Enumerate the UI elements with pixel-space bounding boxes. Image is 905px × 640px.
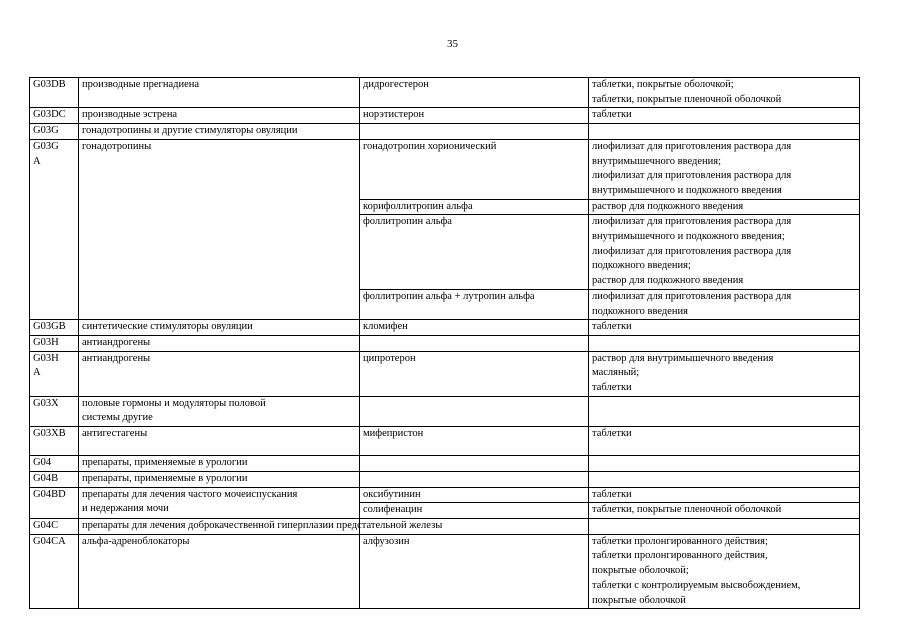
drug-name-cell: фоллитропин альфа + лутропин альфа [360, 289, 589, 319]
dosage-form-line: покрытые оболочкой [592, 594, 686, 606]
drug-classification-table [29, 77, 860, 609]
page-number: 35 [447, 38, 458, 50]
drug-name-cell: фоллитропин альфа [360, 215, 589, 290]
group-name-line: препараты для лечения частого мочеиспускания [82, 488, 298, 500]
group-name-line: половые гормоны и модуляторы половой [82, 397, 266, 409]
dosage-form-line: таблетки, покрытые пленочной оболочкой [592, 93, 782, 105]
dosage-form-cell [589, 518, 860, 534]
atc-code-cell: G04CA [30, 534, 79, 609]
atc-code-cell: G03GB [30, 320, 79, 336]
table-row [30, 335, 860, 351]
dosage-form-cell: таблетки [589, 487, 860, 503]
dosage-form-cell [589, 351, 860, 396]
drug-name-cell: алфузозин [360, 534, 589, 609]
dosage-form-line: подкожного введения; [592, 260, 691, 272]
dosage-form-line: таблетки, покрытые оболочкой; [592, 79, 734, 90]
atc-code-cell: G04BD [30, 487, 79, 518]
drug-name-cell: мифепристон [360, 427, 589, 456]
atc-code-line: G03H [33, 352, 59, 364]
group-name-cell: гонадотропины и другие стимуляторы овуляции [79, 124, 360, 140]
group-name-cell: антиандрогены [79, 351, 360, 396]
dosage-form-line: лиофилизат для приготовления раствора для [592, 140, 792, 152]
atc-code-cell: G04B [30, 471, 79, 487]
dosage-form-cell [589, 335, 860, 351]
group-name-cell: препараты, применяемые в урологии [79, 471, 360, 487]
dosage-form-cell [589, 139, 860, 199]
dosage-form-line: внутримышечного и подкожного введения; [592, 231, 785, 243]
dosage-form-line: таблетки пролонгированного действия, [592, 550, 768, 562]
table-row [30, 124, 860, 140]
table-row [30, 456, 860, 472]
dosage-form-cell [589, 289, 860, 319]
dosage-form-line: подкожного введения [592, 305, 688, 317]
group-name-cell: препараты, применяемые в урологии [79, 456, 360, 472]
table-row [30, 78, 860, 108]
atc-code-cell: G03DC [30, 108, 79, 124]
dosage-form-cell: раствор для подкожного введения [589, 199, 860, 215]
drug-name-cell: оксибутинин [360, 487, 589, 503]
drug-name-cell [360, 456, 589, 472]
drug-name-cell: кломифен [360, 320, 589, 336]
dosage-form-cell [589, 215, 860, 290]
dosage-form-line: таблетки с контролируемым высвобождением, [592, 579, 801, 591]
atc-code-cell: G04 [30, 456, 79, 472]
dosage-form-cell [589, 534, 860, 609]
table-row [30, 396, 860, 426]
atc-code-cell: G03X [30, 396, 79, 426]
dosage-form-cell [589, 78, 860, 108]
table-row [30, 351, 860, 396]
dosage-form-cell: таблетки [589, 108, 860, 124]
dosage-form-cell [589, 396, 860, 426]
dosage-form-cell [589, 471, 860, 487]
group-name-cell: альфа-адреноблокаторы [79, 534, 360, 609]
drug-name-cell: корифоллитропин альфа [360, 199, 589, 215]
atc-code-cell: G04C [30, 518, 79, 534]
atc-code-line: A [33, 367, 41, 379]
drug-name-cell: солифенацин [360, 503, 589, 519]
drug-name-cell: ципротерон [360, 351, 589, 396]
group-name-cell: синтетические стимуляторы овуляции [79, 320, 360, 336]
table-row [30, 534, 860, 609]
atc-code-line: G03G [33, 140, 59, 152]
atc-code-cell [30, 139, 79, 319]
group-name-cell: антиандрогены [79, 335, 360, 351]
dosage-form-line: внутримышечного и подкожного введения [592, 184, 782, 196]
group-name-cell: гонадотропины [79, 139, 360, 319]
dosage-form-cell: таблетки [589, 427, 860, 456]
group-name-cell [79, 487, 360, 518]
dosage-form-line: лиофилизат для приготовления раствора для [592, 245, 792, 257]
dosage-form-line: раствор для внутримышечного введения [592, 352, 774, 364]
table-row [30, 518, 860, 534]
drug-name-cell: дидрогестерон [360, 78, 589, 108]
atc-code-cell: G03DB [30, 78, 79, 108]
dosage-form-cell [589, 456, 860, 472]
dosage-form-line: лиофилизат для приготовления раствора для [592, 216, 792, 228]
atc-code-cell: G03G [30, 124, 79, 140]
dosage-form-cell: таблетки [589, 320, 860, 336]
group-name-cell [79, 396, 360, 426]
dosage-form-cell [589, 124, 860, 140]
table-row [30, 320, 860, 336]
drug-name-cell [360, 471, 589, 487]
dosage-form-line: масляный; [592, 367, 640, 379]
group-name-line: системы другие [82, 412, 153, 424]
group-name-cell: препараты для лечения доброкачественной гиперплазии предстательной железы [79, 518, 360, 534]
dosage-form-line: лиофилизат для приготовления раствора для [592, 290, 792, 302]
atc-code-cell: G03XB [30, 427, 79, 456]
table-row [30, 471, 860, 487]
dosage-form-line: лиофилизат для приготовления раствора для [592, 170, 792, 182]
drug-name-cell: гонадотропин хорионический [360, 139, 589, 199]
dosage-form-line: таблетки [592, 382, 632, 394]
dosage-form-line: раствор для подкожного введения [592, 275, 744, 287]
drug-name-cell [360, 335, 589, 351]
drug-name-cell: норэтистерон [360, 108, 589, 124]
dosage-form-cell: таблетки, покрытые пленочной оболочкой [589, 503, 860, 519]
atc-code-cell: G03H [30, 335, 79, 351]
dosage-form-line: внутримышечного введения; [592, 155, 722, 167]
dosage-form-line: таблетки пролонгированного действия; [592, 535, 768, 547]
table-row [30, 139, 860, 199]
drug-name-cell [360, 396, 589, 426]
atc-code-line: A [33, 155, 41, 167]
atc-code-cell [30, 351, 79, 396]
group-name-cell: антигестагены [79, 427, 360, 456]
table-row [30, 108, 860, 124]
table-row [30, 487, 860, 503]
group-name-line: и недержания мочи [82, 503, 169, 515]
group-name-cell: производные прегнадиена [79, 78, 360, 108]
table-row [30, 427, 860, 456]
group-name-cell: производные эстрена [79, 108, 360, 124]
dosage-form-line: покрытые оболочкой; [592, 565, 689, 577]
drug-name-cell [360, 124, 589, 140]
